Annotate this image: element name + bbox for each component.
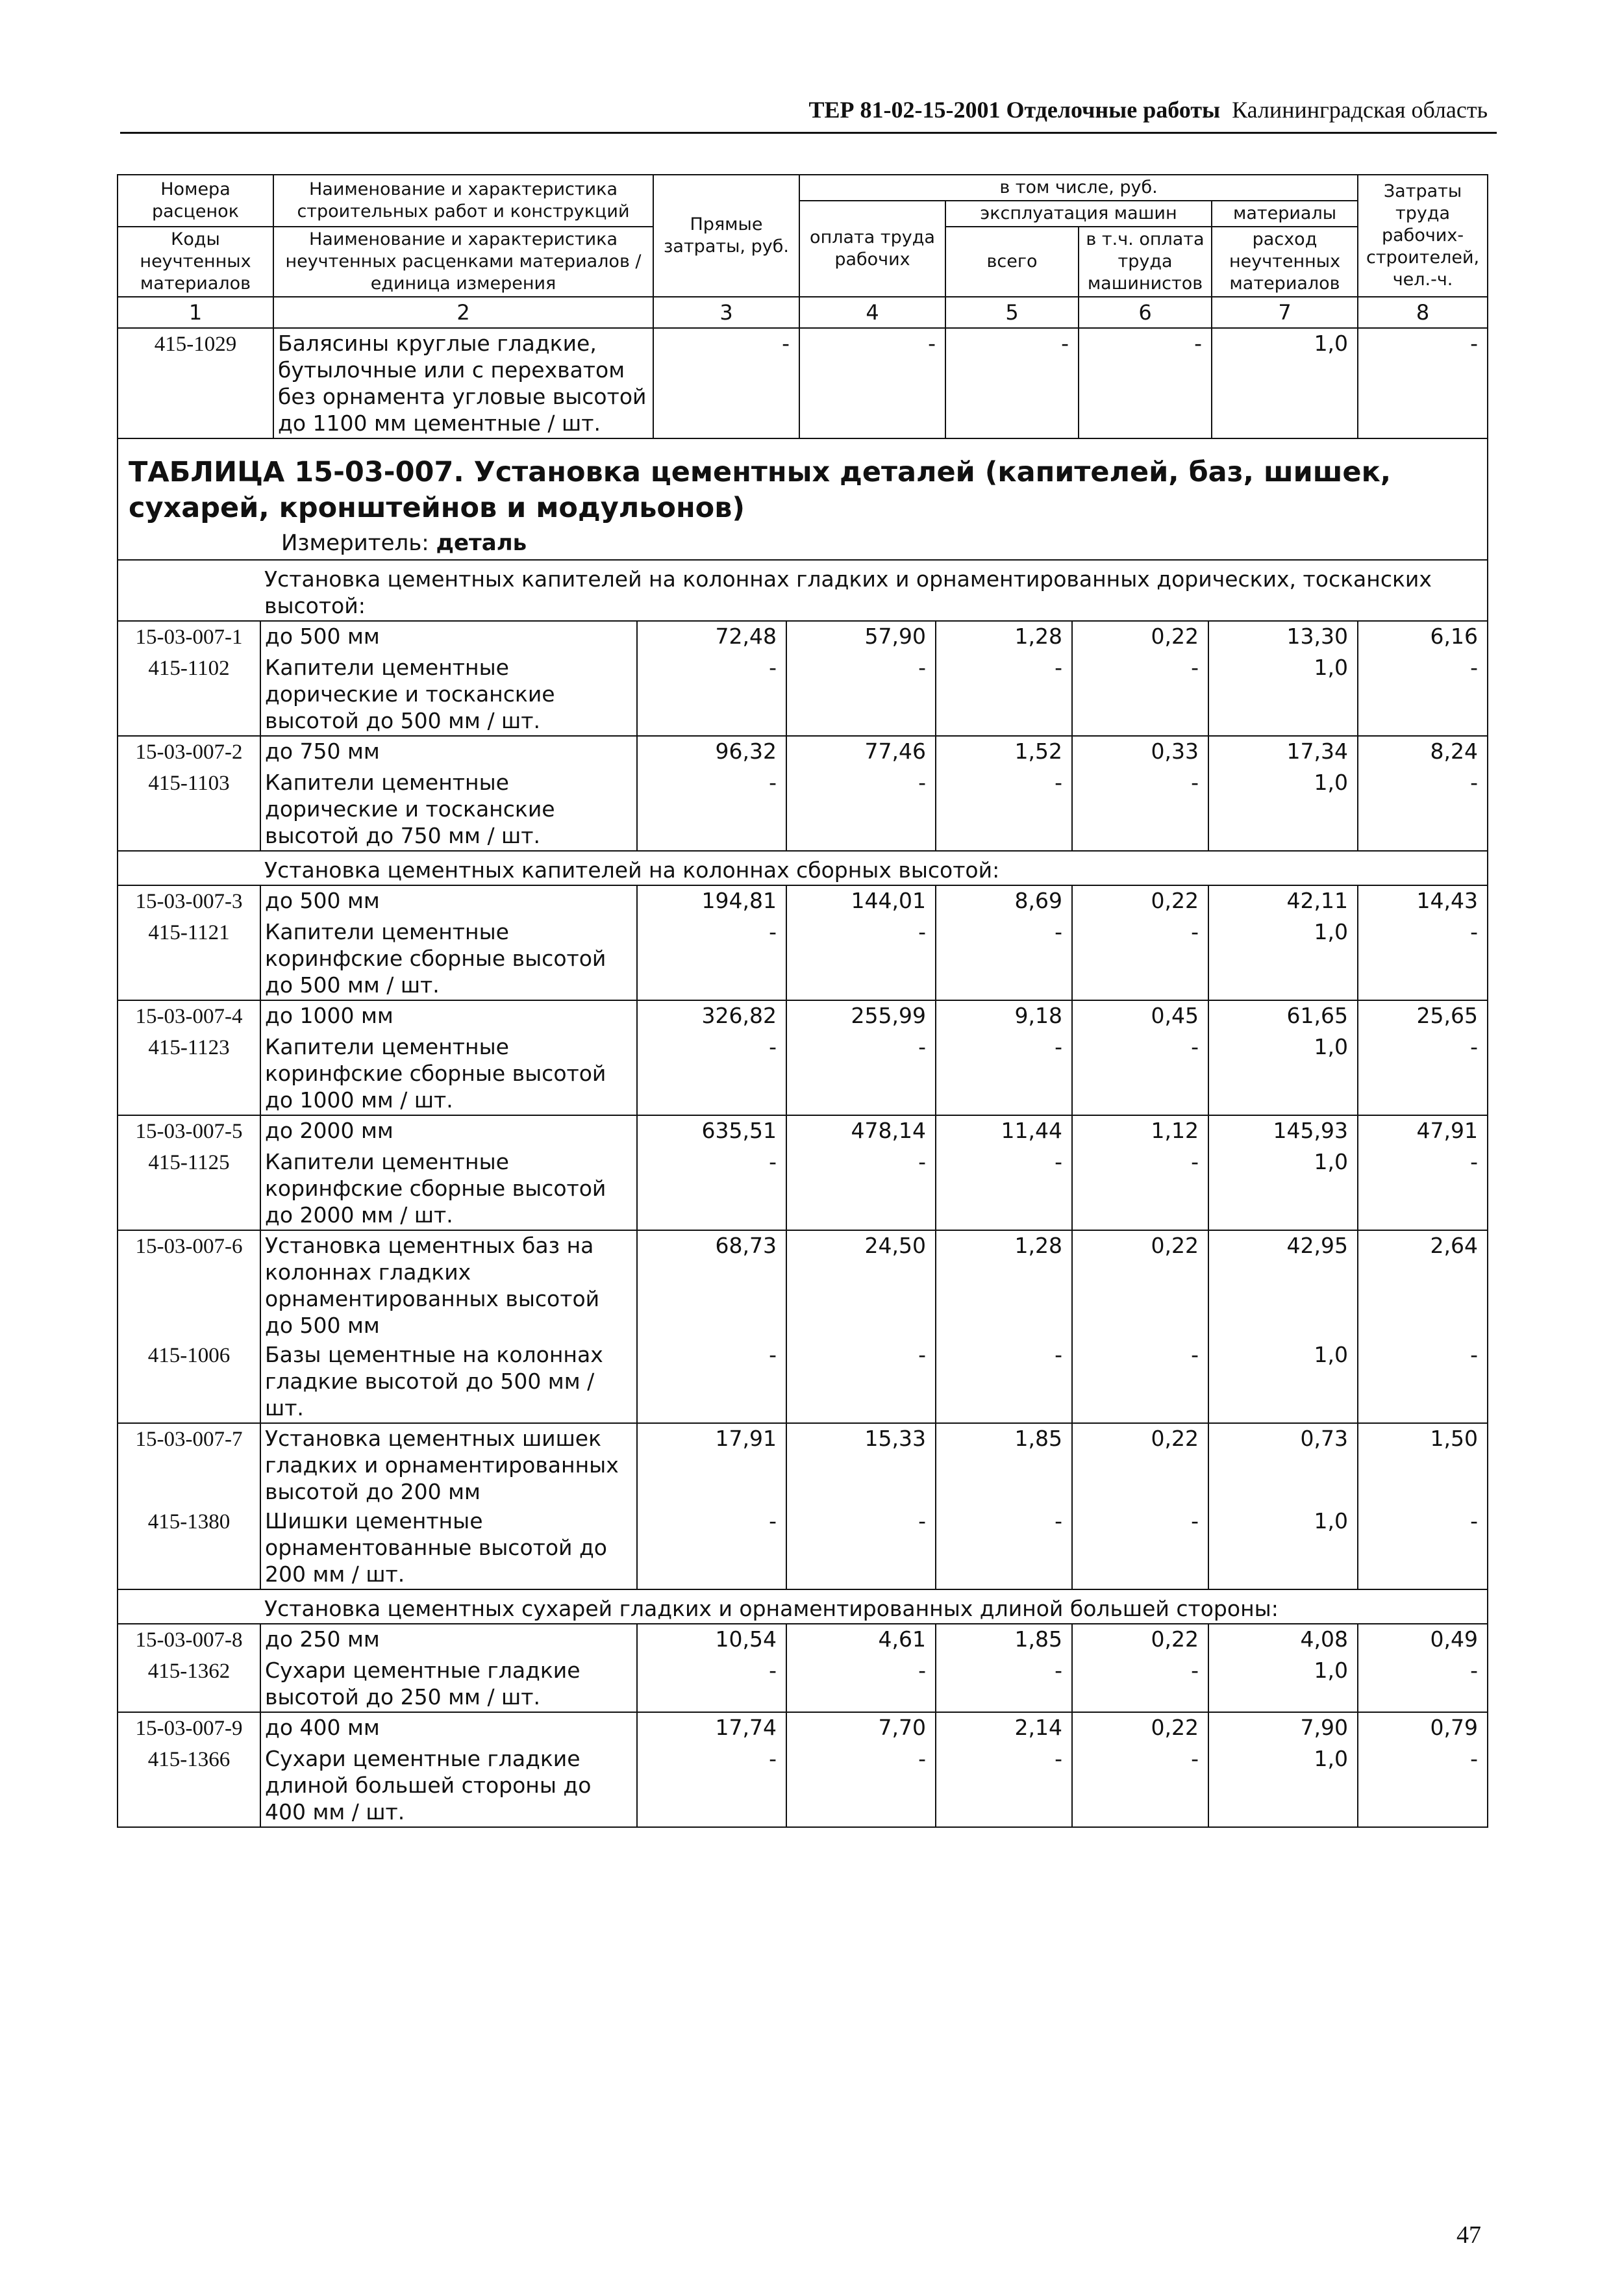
value-cell: 0,33 [1072,736,1208,768]
value-cell: 17,91 [637,1423,786,1506]
empty-cell [118,1589,260,1624]
value-cell: 25,65 [1358,1000,1488,1032]
value-cell: 8,24 [1358,736,1488,768]
material-name: Капители цементные дорические и тосканские высотой до 750 мм / шт. [260,768,637,851]
col2-top-heading: Наименование и характеристика строительных работ и конструкций [273,175,653,227]
col4-heading: оплата труда рабочих [799,201,945,297]
col3-heading: Прямые затраты, руб. [653,175,799,297]
material-row [118,1147,1488,1230]
value-cell: 17,34 [1208,736,1358,768]
rate-row [118,885,1488,917]
section-heading: Установка цементных сухарей гладких и орнаментированных длиной большей стороны: [260,1589,1488,1624]
material-name: Балясины круглые гладкие, бутылочные или с перехватом без орнамента угловые высотой до 1100 мм цементные / шт. [273,328,653,438]
value-cell: - [799,328,945,438]
value-cell: - [1358,328,1488,438]
col-number: 6 [1079,297,1212,328]
rate-name: до 1000 мм [260,1000,637,1032]
value-cell: 635,51 [637,1115,786,1147]
value-cell: 4,61 [786,1624,936,1656]
value-cell: - [786,1506,936,1589]
value-cell: - [786,917,936,1000]
value-cell: - [1072,917,1208,1000]
value-cell: 1,0 [1208,917,1358,1000]
value-cell: - [1072,1340,1208,1423]
materials-heading: материалы [1212,201,1358,227]
value-cell: 14,43 [1358,885,1488,917]
unit-label: Измеритель: [281,530,429,556]
col-number: 4 [799,297,945,328]
value-cell: - [1358,1147,1488,1230]
material-row [118,1506,1488,1589]
value-cell: 17,74 [637,1712,786,1744]
value-cell: 0,79 [1358,1712,1488,1744]
value-cell: - [1358,1032,1488,1115]
material-code: 415-1125 [118,1147,260,1230]
rate-name: до 500 мм [260,621,637,653]
header-doc-code: ТЕР 81-02-15-2001 Отделочные работы [808,97,1221,123]
col-number: 2 [273,297,653,328]
value-cell: 326,82 [637,1000,786,1032]
value-cell: - [936,1744,1072,1827]
empty-cell [118,560,260,621]
section-heading: Установка цементных капителей на колоннах сборных высотой: [260,851,1488,885]
material-name: Сухари цементные гладкие длиной большей стороны до 400 мм / шт. [260,1744,637,1827]
value-cell: 1,0 [1208,768,1358,851]
value-cell: - [1358,1656,1488,1712]
value-cell: 1,0 [1208,653,1358,736]
material-name: Капители цементные коринфские сборные высотой до 1000 мм / шт. [260,1032,637,1115]
value-cell: - [1072,1506,1208,1589]
value-cell: 47,91 [1358,1115,1488,1147]
material-code: 415-1362 [118,1656,260,1712]
value-cell: - [1072,1147,1208,1230]
value-cell: - [786,1656,936,1712]
unit-line [129,530,1477,557]
col1-bottom-heading: Коды неучтенных материалов [118,227,273,297]
value-cell: - [1079,328,1212,438]
value-cell: 24,50 [786,1230,936,1340]
material-row [118,1340,1488,1423]
value-cell: - [1358,1744,1488,1827]
value-cell: 1,28 [936,621,1072,653]
rate-row [118,736,1488,768]
value-cell: - [936,768,1072,851]
value-cell: 57,90 [786,621,936,653]
value-cell: 1,0 [1208,1147,1358,1230]
table-15-03-007 [117,439,1488,1828]
value-cell: - [1358,1506,1488,1589]
value-cell: 96,32 [637,736,786,768]
material-code: 415-1123 [118,1032,260,1115]
col5-heading: всего [945,227,1079,297]
material-name: Капители цементные коринфские сборные высотой до 2000 мм / шт. [260,1147,637,1230]
page-number: 47 [1456,2221,1481,2249]
table-title-block [118,439,1488,560]
empty-cell [118,851,260,885]
value-cell: - [637,1744,786,1827]
value-cell: 1,52 [936,736,1072,768]
value-cell: 0,22 [1072,1423,1208,1506]
rate-name: Установка цементных шишек гладких и орнаментированных высотой до 200 мм [260,1423,637,1506]
rate-code: 15-03-007-6 [118,1230,260,1340]
value-cell: - [936,1656,1072,1712]
col6-heading: в т.ч. оплата труда машинистов [1079,227,1212,297]
value-cell: - [653,328,799,438]
col-number: 5 [945,297,1079,328]
value-cell: - [936,1506,1072,1589]
rate-name: до 500 мм [260,885,637,917]
rate-row [118,1230,1488,1340]
rate-name: до 750 мм [260,736,637,768]
value-cell: 1,85 [936,1423,1072,1506]
value-cell: - [936,1147,1072,1230]
material-code: 415-1121 [118,917,260,1000]
value-cell: 4,08 [1208,1624,1358,1656]
value-cell: - [936,917,1072,1000]
section-heading-row [118,1589,1488,1624]
value-cell: - [637,1656,786,1712]
material-code: 415-1103 [118,768,260,851]
rate-code: 15-03-007-4 [118,1000,260,1032]
material-row [118,1032,1488,1115]
value-cell: 10,54 [637,1624,786,1656]
value-cell: - [945,328,1079,438]
table-header [117,174,1488,439]
material-code: 415-1366 [118,1744,260,1827]
col1-top-heading: Номера расценок [118,175,273,227]
section-heading-row [118,560,1488,621]
rate-row [118,1000,1488,1032]
value-cell: 6,16 [1358,621,1488,653]
value-cell: - [1358,1340,1488,1423]
value-cell: 1,0 [1208,1032,1358,1115]
rate-code: 15-03-007-3 [118,885,260,917]
value-cell: 1,0 [1208,1506,1358,1589]
material-code: 415-1029 [118,328,273,438]
value-cell: 7,90 [1208,1712,1358,1744]
material-row [118,1744,1488,1827]
value-cell: 8,69 [936,885,1072,917]
value-cell: - [637,917,786,1000]
value-cell: - [1072,1744,1208,1827]
value-cell: - [786,1340,936,1423]
material-name: Базы цементные на колоннах гладкие высотой до 500 мм / шт. [260,1340,637,1423]
value-cell: - [637,1506,786,1589]
value-cell: 0,49 [1358,1624,1488,1656]
rate-name: до 250 мм [260,1624,637,1656]
value-cell: 9,18 [936,1000,1072,1032]
value-cell: - [786,1147,936,1230]
material-row [118,1656,1488,1712]
value-cell: 0,22 [1072,1624,1208,1656]
value-cell: - [786,653,936,736]
col2-bottom-heading: Наименование и характеристика неучтенных расценками материалов / единица измерения [273,227,653,297]
col-number: 3 [653,297,799,328]
value-cell: - [936,1032,1072,1115]
value-cell: - [1072,768,1208,851]
incl-heading: в том числе, руб. [799,175,1358,201]
value-cell: - [1358,768,1488,851]
value-cell: 68,73 [637,1230,786,1340]
rate-code: 15-03-007-2 [118,736,260,768]
value-cell: - [936,1340,1072,1423]
value-cell: 2,14 [936,1712,1072,1744]
table-row [118,328,1488,438]
value-cell: 1,28 [936,1230,1072,1340]
material-name: Сухари цементные гладкие высотой до 250 мм / шт. [260,1656,637,1712]
value-cell: 0,73 [1208,1423,1358,1506]
col8-heading: Затраты труда рабочих-строителей, чел.-ч. [1358,175,1488,297]
value-cell: - [1358,917,1488,1000]
col-number: 8 [1358,297,1488,328]
section-heading: Установка цементных капителей на колоннах гладких и орнаментированных дорических, тосканских высотой: [260,560,1488,621]
value-cell: 0,22 [1072,885,1208,917]
rate-code: 15-03-007-5 [118,1115,260,1147]
rate-code: 15-03-007-7 [118,1423,260,1506]
value-cell: 255,99 [786,1000,936,1032]
value-cell: 2,64 [1358,1230,1488,1340]
value-cell: - [936,653,1072,736]
value-cell: 7,70 [786,1712,936,1744]
rate-code: 15-03-007-8 [118,1624,260,1656]
rate-code: 15-03-007-9 [118,1712,260,1744]
col7-heading: расход неучтенных материалов [1212,227,1358,297]
col-number: 1 [118,297,273,328]
value-cell: 1,85 [936,1624,1072,1656]
value-cell: 145,93 [1208,1115,1358,1147]
value-cell: - [637,1340,786,1423]
value-cell: - [637,1032,786,1115]
value-cell: 1,0 [1208,1656,1358,1712]
rate-row [118,1624,1488,1656]
rate-name: до 400 мм [260,1712,637,1744]
material-name: Шишки цементные орнаментованные высотой до 200 мм / шт. [260,1506,637,1589]
value-cell: 42,95 [1208,1230,1358,1340]
section-heading-row [118,851,1488,885]
rate-name: Установка цементных баз на колоннах гладких орнаментированных высотой до 500 мм [260,1230,637,1340]
value-cell: 144,01 [786,885,936,917]
value-cell: - [1358,653,1488,736]
material-code: 415-1102 [118,653,260,736]
material-row [118,653,1488,736]
value-cell: 61,65 [1208,1000,1358,1032]
unit-value: деталь [436,530,527,556]
value-cell: - [1072,1656,1208,1712]
material-code: 415-1380 [118,1506,260,1589]
header-region: Калининградская область [1232,97,1488,123]
rate-row [118,621,1488,653]
value-cell: 1,12 [1072,1115,1208,1147]
value-cell: - [1072,653,1208,736]
rates-sheet [117,174,1487,1828]
value-cell: - [637,1147,786,1230]
machines-heading: эксплуатация машин [945,201,1212,227]
material-row [118,917,1488,1000]
rate-code: 15-03-007-1 [118,621,260,653]
material-name: Капители цементные дорические и тосканские высотой до 500 мм / шт. [260,653,637,736]
value-cell: 1,50 [1358,1423,1488,1506]
value-cell: - [786,1744,936,1827]
value-cell: - [1072,1032,1208,1115]
value-cell: 1,0 [1212,328,1358,438]
value-cell: - [637,653,786,736]
running-header [808,96,1488,123]
value-cell: 0,45 [1072,1000,1208,1032]
value-cell: 15,33 [786,1423,936,1506]
table-title: ТАБЛИЦА 15-03-007. Установка цементных деталей (капителей, баз, шишек, сухарей, кронштейнов и модульонов) [129,456,1392,524]
value-cell: - [786,1032,936,1115]
value-cell: - [637,768,786,851]
col-number: 7 [1212,297,1358,328]
value-cell: 42,11 [1208,885,1358,917]
value-cell: 0,22 [1072,1712,1208,1744]
value-cell: 194,81 [637,885,786,917]
header-rule [120,132,1497,134]
value-cell: 0,22 [1072,1230,1208,1340]
rate-row [118,1423,1488,1506]
value-cell: 0,22 [1072,621,1208,653]
value-cell: 72,48 [637,621,786,653]
rate-row [118,1115,1488,1147]
value-cell: 11,44 [936,1115,1072,1147]
material-name: Капители цементные коринфские сборные высотой до 500 мм / шт. [260,917,637,1000]
value-cell: - [786,768,936,851]
value-cell: 478,14 [786,1115,936,1147]
value-cell: 13,30 [1208,621,1358,653]
rate-row [118,1712,1488,1744]
value-cell: 77,46 [786,736,936,768]
material-code: 415-1006 [118,1340,260,1423]
material-row [118,768,1488,851]
value-cell: 1,0 [1208,1340,1358,1423]
value-cell: 1,0 [1208,1744,1358,1827]
rate-name: до 2000 мм [260,1115,637,1147]
